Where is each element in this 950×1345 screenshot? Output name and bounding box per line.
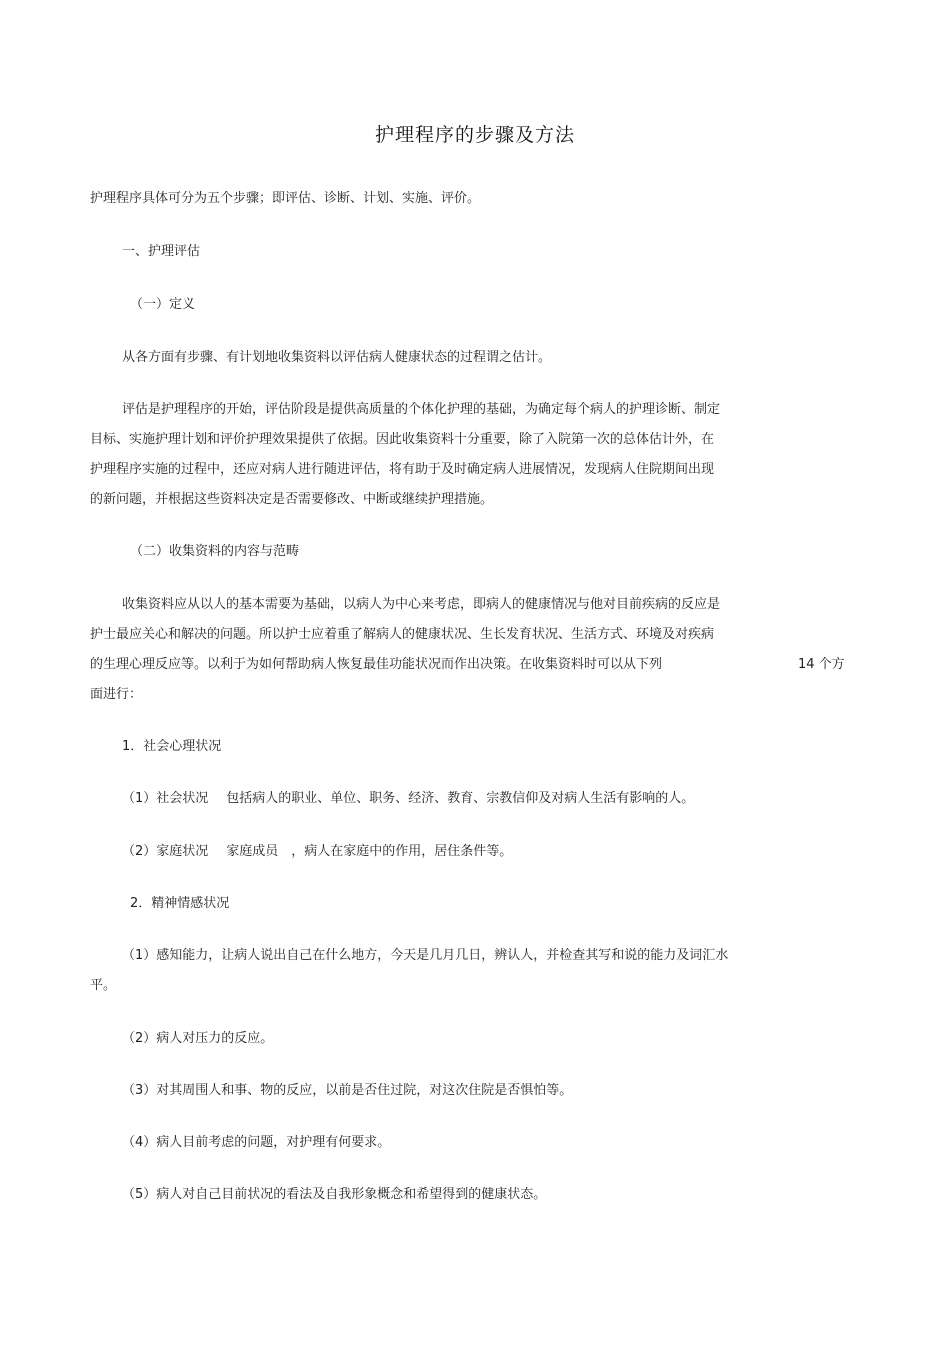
paragraph-line: 收集资料应从以人的基本需要为基础，以病人为中心来考虑，即病人的健康情况与他对目前疾病的反应是 [122,597,721,612]
paragraph-line: 的新问题，并根据这些资料决定是否需要修改、中断或继续护理措施。 [90,492,494,507]
item-desc: 包括病人的职业、单位、职务、经济、教育、宗教信仰及对病人生活有影响的人。 [226,791,695,806]
list-item [122,790,694,808]
paragraph-line: 护士最应关心和解决的问题。所以护士应着重了解病人的健康状况、生长发育状况、生活方式、环境及对疾病 [90,627,715,642]
paragraph-line: 评估是护理程序的开始，评估阶段是提供高质量的个体化护理的基础，为确定每个病人的护理诊断、制定 [122,402,721,417]
item-heading: 2．精神情感状况 [130,896,230,911]
paragraph-line: 面进行： [90,687,143,702]
count-text: 14 个方 [798,657,845,672]
list-item: （3）对其周围人和事、物的反应，以前是否住过院，对这次住院是否惧怕等。 [122,1083,573,1098]
list-item: （4）病人目前考虑的问题，对护理有何要求。 [122,1135,391,1150]
paragraph-line: 的生理心理反应等。以利于为如何帮助病人恢复最佳功能状况而作出决策。在收集资料时可以从下列 [90,657,663,672]
list-item: （2）病人对压力的反应。 [122,1031,274,1046]
intro-paragraph: 护理程序具体可分为五个步骤；即评估、诊断、计划、实施、评价。 [90,191,481,206]
list-item-line: （1）感知能力，让病人说出自己在什么地方，今天是几月几日，辨认人，并检查其写和说的能力及词汇水 [122,948,729,963]
list-item-line: 平。 [90,978,117,993]
item-term: （1）社会状况 [122,791,209,806]
paragraph-line: 护理程序实施的过程中，还应对病人进行随进评估，将有助于及时确定病人进展情况，发现病人住院期间出现 [90,462,715,477]
list-item [122,843,512,861]
item-heading: 1．社会心理状况 [122,739,222,754]
subsection-heading: （一）定义 [130,297,196,312]
subsection-heading: （二）收集资料的内容与范畴 [130,544,300,559]
item-term: （2）家庭状况 [122,844,209,859]
definition-paragraph: 从各方面有步骤、有计划地收集资料以评估病人健康状态的过程谓之估计。 [122,350,552,365]
item-desc: 家庭成员 ，病人在家庭中的作用，居住条件等。 [226,844,513,859]
paragraph-line: 目标、实施护理计划和评价护理效果提供了依据。因此收集资料十分重要，除了入院第一次的总体估计外，在 [90,432,715,447]
list-item: （5）病人对自己目前状况的看法及自我形象概念和希望得到的健康状态。 [122,1187,547,1202]
section-heading: 一、护理评估 [122,244,201,259]
page-title: 护理程序的步骤及方法 [374,124,575,146]
